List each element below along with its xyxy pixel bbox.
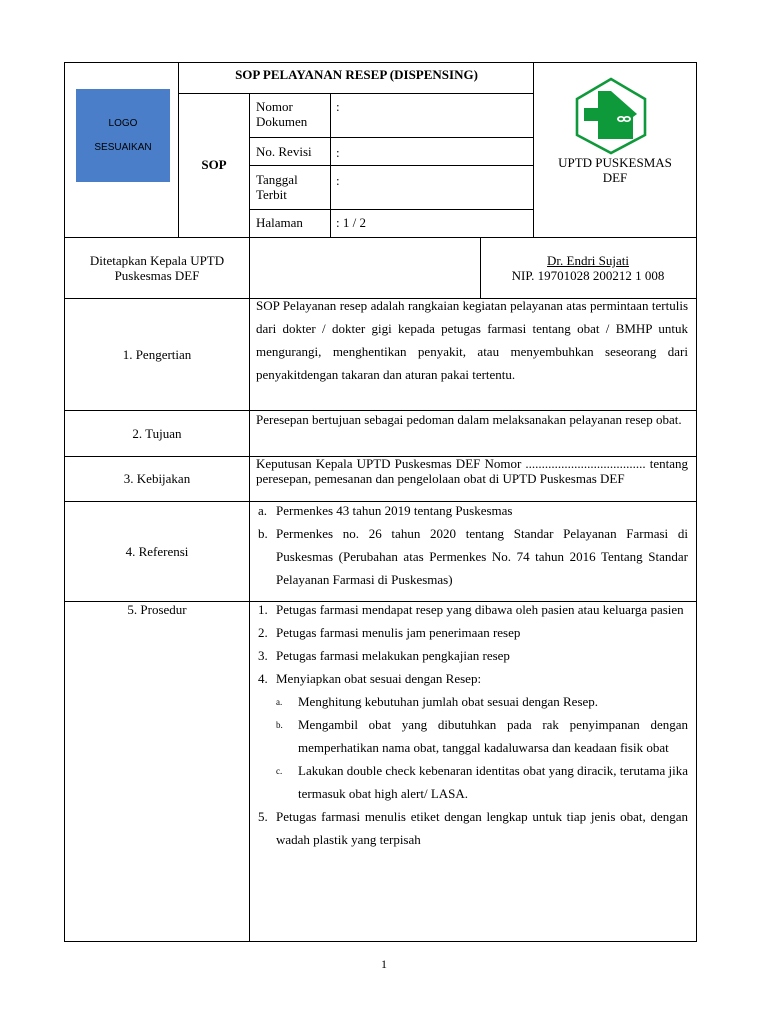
divider: [249, 137, 533, 138]
section-label-pengertian: 1. Pengertian: [122, 347, 192, 362]
sub-list-letter: a.: [276, 697, 283, 707]
org-line: DEF: [602, 170, 628, 185]
list-number: 1.: [258, 602, 268, 617]
page-number: 1: [381, 957, 387, 971]
list-text: Permenkes no. 26 tahun 2020 tentang Standar Pelayanan Farmasi di Puskesmas (Perubahan atas Permenkes No. 74 tahun 2016 Tentang Standar Pelayanan Farmasi di Puskesmas): [276, 526, 688, 587]
divider: [249, 298, 250, 942]
pengertian-text: SOP Pelayanan resep adalah rangkaian kegiatan pelayanan atas permintaan tertulis dari dokter / dokter gigi kepada petugas farmasi tentang obat / BMHP untuk mengurangi, menghentikan penyakit, atau menyembuhkan seseorang dari penyakitdengan takaran dan aturan pakai tertentu.: [256, 298, 688, 382]
approval-label: [66, 253, 248, 283]
sub-list-letter: c.: [276, 766, 283, 776]
logo-text: LOGO: [108, 117, 138, 129]
sop-label: SOP: [201, 157, 227, 172]
list-number: b.: [258, 526, 268, 541]
sub-list-text: Lakukan double check kebenaran identitas obat yang diracik, terutama jika termasuk obat high alert/ LASA.: [298, 763, 688, 801]
approval-line: Ditetapkan Kepala UPTD: [89, 253, 225, 268]
divider: [533, 62, 534, 238]
logo-placeholder: [76, 89, 170, 182]
approval-line: Puskesmas DEF: [114, 268, 200, 283]
meta-label-halaman: Halaman: [256, 215, 303, 230]
section-label-prosedur: 5. Prosedur: [127, 602, 187, 617]
list-text: Petugas farmasi menulis jam penerimaan resep: [276, 625, 521, 640]
meta-value-revisi: :: [336, 145, 340, 160]
meta-label-nomor: Nomor Dokumen: [256, 99, 308, 129]
divider: [249, 237, 250, 299]
meta-value-halaman: : 1 / 2: [336, 215, 366, 230]
section-label-referensi: 4. Referensi: [125, 544, 189, 559]
tujuan-text: Peresepan bertujuan sebagai pedoman dalam melaksanakan pelayanan resep obat.: [256, 412, 682, 427]
sub-list-letter: b.: [276, 720, 283, 730]
signatory: [482, 253, 694, 283]
list-item: [256, 598, 688, 621]
prosedur-list: [256, 598, 688, 851]
section-label-tujuan: 2. Tujuan: [132, 426, 182, 441]
list-number: 5.: [258, 809, 268, 824]
list-number: a.: [258, 503, 268, 518]
list-text: Permenkes 43 tahun 2019 tentang Puskesmas: [276, 503, 513, 518]
divider: [480, 237, 481, 299]
meta-value-tanggal: :: [336, 173, 340, 188]
kebijakan-text: Keputusan Kepala UPTD Puskesmas DEF Nomor ..................................... tentang peresepan, pemesanan dan pengelolaan obat di UPTD Puskesmas DEF: [256, 456, 688, 486]
list-number: 2.: [258, 625, 268, 640]
divider: [178, 93, 533, 94]
list-item: [256, 522, 688, 591]
sub-list-item: [256, 690, 688, 713]
organization-name: [535, 155, 695, 185]
meta-value-nomor: :: [336, 99, 340, 114]
list-text: Petugas farmasi mendapat resep yang dibawa oleh pasien atau keluarga pasien: [276, 602, 684, 617]
puskesmas-emblem-icon: [571, 77, 651, 155]
sub-list-text: Menghitung kebutuhan jumlah obat sesuai dengan Resep.: [298, 694, 599, 709]
list-item: [256, 621, 688, 644]
list-item: [256, 667, 688, 690]
list-text: Petugas farmasi melakukan pengkajian resep: [276, 648, 510, 663]
document-title: SOP PELAYANAN RESEP (DISPENSING): [235, 67, 478, 82]
org-line: UPTD PUSKESMAS: [558, 155, 672, 170]
divider: [178, 62, 179, 238]
list-item: [256, 805, 688, 851]
list-text: Menyiapkan obat sesuai dengan Resep:: [276, 671, 482, 686]
list-number: 4.: [258, 671, 268, 686]
divider: [249, 209, 533, 210]
referensi-list: [256, 499, 688, 591]
sub-list-item: [256, 713, 688, 759]
signatory-name: Dr. Endri Sujati: [547, 253, 629, 268]
sub-list-item: [256, 759, 688, 805]
list-item: [256, 499, 688, 522]
meta-label-revisi: No. Revisi: [256, 144, 312, 159]
signatory-nip: NIP. 19701028 200212 1 008: [511, 268, 665, 283]
list-text: Petugas farmasi menulis etiket dengan lengkap untuk tiap jenis obat, dengan wadah plastik yang terpisah: [276, 809, 688, 847]
section-label-kebijakan: 3. Kebijakan: [123, 471, 191, 486]
list-number: 3.: [258, 648, 268, 663]
divider: [249, 165, 533, 166]
meta-label-tanggal: Tanggal Terbit: [256, 172, 298, 202]
logo-text: SESUAIKAN: [94, 141, 152, 153]
sub-list-text: Mengambil obat yang dibutuhkan pada rak penyimpanan dengan memperhatikan nama obat, tanggal kadaluwarsa dan keadaan fisik obat: [298, 717, 688, 755]
list-item: [256, 644, 688, 667]
